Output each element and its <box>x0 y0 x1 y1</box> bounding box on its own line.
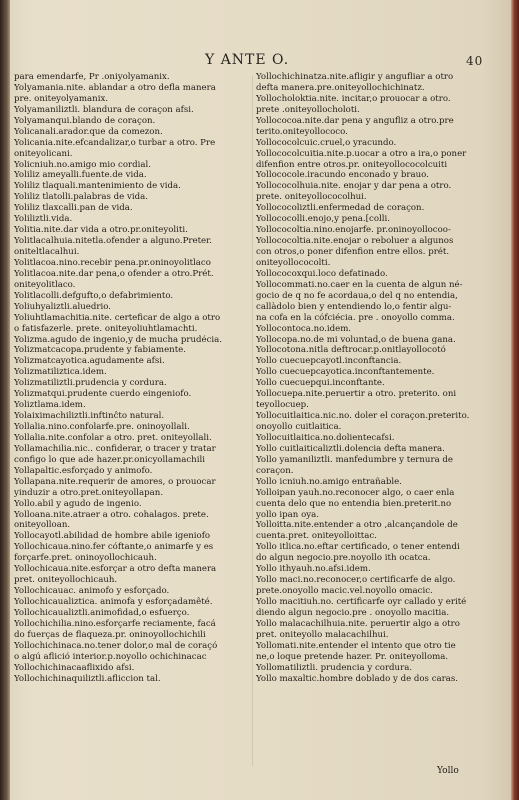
dictionary-line: oniteyollococolti. <box>256 257 331 268</box>
dictionary-line: Yollochicaualiztica. animofa y esforçadamêté. <box>14 597 213 607</box>
dictionary-line: Yoliliz ameyalli.fuente.de vida. <box>14 170 147 181</box>
dictionary-line: Yollocommati.no.caer en la cuenta de algun né- <box>256 279 463 290</box>
dictionary-line: Yolizmatcayotica.agudamente afsi. <box>14 356 165 367</box>
dictionary-line: Yolitlacoa.nino.recebir pena.pr.oninoyolitlaco <box>14 257 211 268</box>
dictionary-line: Yolloipan yauh.no.reconocer algo, o caer enla <box>256 487 455 498</box>
folio-number: 40 <box>466 54 484 68</box>
dictionary-line: oniteyolitlaco. <box>14 279 76 290</box>
dictionary-line: Yolyamanqui.blando de coraçon. <box>14 115 156 126</box>
dictionary-line: gocio de q no fe acordaua,o del q no entendia, <box>256 290 458 301</box>
dictionary-line: Yollococole.iracundo enconado y brauo. <box>256 170 429 181</box>
dictionary-line: Yollo macitiuh.no. certificarfe oyr callado y erité <box>256 597 467 607</box>
dictionary-line: Yollo ithyauh.no.afsi.idem. <box>256 564 371 575</box>
dictionary-line: oniteltlacalhui. <box>14 247 80 257</box>
dictionary-line: Yollochicaualiztli.animofidad,o esfuerço. <box>14 607 190 618</box>
dictionary-line: yinduzir a otro.pret.oniteyollapan. <box>14 487 164 498</box>
dictionary-line: yollo ipan oya. <box>256 509 319 520</box>
dictionary-line: Yollomatiliztli. prudencia y cordura. <box>256 662 413 673</box>
dictionary-line: Yollocayotl.abilidad de hombre abile igeniofo <box>14 531 211 542</box>
dictionary-line: terito.oniteyollococo. <box>256 126 348 137</box>
dictionary-line: Yolicania.nite.efcandalizar,o turbar a otro. Pre <box>14 137 216 148</box>
dictionary-line: Yollo maxaltic.hombre doblado y de dos caras. <box>256 673 459 684</box>
dictionary-line: Yollococoliztli.enfermedad de coraçon. <box>256 203 425 214</box>
dictionary-line: Yoliliz tlaquali.mantenimiento de vida. <box>14 181 181 192</box>
dictionary-line: Yollo icniuh.no.amigo entrañable. <box>256 476 402 487</box>
dictionary-line: Yollochichinaquiliztli.afliccion tal. <box>14 673 161 684</box>
dictionary-line: Yolitlacoa.nite.dar pena,o ofender a otro.Prét. <box>14 268 214 279</box>
dictionary-line: Yollochicauac. animofo y esforçado. <box>14 586 170 597</box>
right-column <box>256 72 506 685</box>
dictionary-line: Yollococolhuia.nite. enojar y dar pena a otro. <box>256 181 452 192</box>
dictionary-line: pre. oniteyolyamanix. <box>14 93 109 104</box>
book-binding <box>0 0 10 800</box>
dictionary-line: callàdolo bien y entendiendo lo,o fentir algu- <box>256 301 452 312</box>
dictionary-line: Yollococoa.nite.dar pena y angufliz a otro.pre <box>256 115 454 126</box>
dictionary-line: Yollamachilia.nic.. confiderar, o tracer y tratar <box>14 443 216 454</box>
dictionary-line: Yollochichinatza.nite.afligir y angufliar a otro <box>256 72 454 82</box>
dictionary-line: con otros,o poner difenfion entre ellos. prét. <box>256 247 450 257</box>
dictionary-line: Yollo.abil y agudo de ingenio. <box>14 498 142 509</box>
dictionary-line: Yollocuepa.nite.peruertir a otro. preterito. oni <box>256 389 457 400</box>
dictionary-line: o fatisfazerle. prete. oniteyoliuhtlamachti. <box>14 323 198 334</box>
dictionary-line: Yollocuitlaitica.no.dolientecafsi. <box>256 432 395 443</box>
dictionary-line: do algun negocio.pre.noyollo ith ocatca. <box>256 553 431 564</box>
dictionary-line: teyollocuep. <box>256 400 309 411</box>
dictionary-line: Yollocholoktia.nite. incitar,o prouocar a otro. <box>256 93 451 104</box>
dictionary-line: Yolitia.nite.dar vida a otro.pr.oniteyoliti. <box>14 225 188 236</box>
dictionary-line: Yolizmatiliztica.idem. <box>14 367 107 378</box>
dictionary-line: Yollocontoca.no.idem. <box>256 323 352 334</box>
dictionary-line: Yollocuitlaitica.nic.no. doler el coraçon.preterito. <box>256 411 470 422</box>
dictionary-line: prete .oniteyollocholoti. <box>256 104 360 115</box>
dictionary-line: Yolitlacalhuia.nitetla.ofender a alguno.Preter. <box>14 236 213 247</box>
dictionary-line: Yollocopa.no.de mi voluntad,o de buena gana. <box>256 334 456 345</box>
dictionary-line: configo lo que ade hazer.pr.onicyollamachili <box>14 454 205 465</box>
dictionary-line: Yollococolcuitia.nite.p.uocar a otro a ira,o poner <box>256 148 467 159</box>
dictionary-line: Yoliuhtlamachitia.nite. certeficar de algo a otro <box>14 312 221 323</box>
dictionary-line: Yollococoxqui.loco defatinado. <box>256 268 388 279</box>
dictionary-line: do fuerças de flaqueza.pr. oninoyollochichili <box>14 629 206 640</box>
dictionary-line: Yollo malacachilhuia.nite. peruertir algo a otro <box>256 618 460 629</box>
dictionary-line: Yollapana.nite.requerir de amores, o prouocar <box>14 476 216 487</box>
dictionary-line: na cofa en la cófciécia. pre . onoyollo comma. <box>256 312 455 323</box>
dictionary-line: Yolyamaniliztli. blandura de coraçon afsi. <box>14 104 194 115</box>
dictionary-line: cuenta delo que no entendia bien.preterit.no <box>256 498 452 509</box>
dictionary-line: prete. oniteyollococolhui. <box>256 192 367 203</box>
dictionary-line: Yollo maci.no.reconocer,o certificarfe de algo. <box>256 575 456 586</box>
dictionary-line: Yolizmatqui.prudente cuerdo eingeniofo. <box>14 389 192 400</box>
dictionary-line: Yollo cuecuepcayotica.inconftantemente. <box>256 367 435 378</box>
dictionary-line: Yollo itlica.no.eftar certificado, o tener entendi <box>256 542 460 553</box>
dictionary-line: Yollo yamaniliztli. manfedumbre y ternura de <box>256 454 454 465</box>
dictionary-line: cuenta.pret. oniteyolloittac. <box>256 531 377 542</box>
dictionary-line: Yolaiximachiliztli.inftinĉto natural. <box>14 411 165 422</box>
dictionary-line: oniteyolicani. <box>14 148 73 159</box>
dictionary-line: Yollococoltia.nino.enojarfe. pr.oninoyollocoo- <box>256 225 451 236</box>
dictionary-line: Yolicniuh.no.amigo mio cordial. <box>14 159 151 170</box>
dictionary-line: Yollococoltia.nite.enojar o reboluer a algunos <box>256 236 454 247</box>
dictionary-line: onoyollo cuitlaitica. <box>256 422 342 432</box>
dictionary-line: pret. oniteyollo malacachilhui. <box>256 629 389 640</box>
dictionary-line: o algú aflició interior.p.noyollo ochichinacac <box>14 651 207 662</box>
dictionary-line: Yollo cuecuepcayotl.inconftancia. <box>256 356 402 367</box>
running-header <box>0 52 519 72</box>
dictionary-line: Yollo cuitlaiticaliztli.dolencia defta manera. <box>256 443 445 454</box>
dictionary-line: diendo algun negocio.pre . onoyollo macitia. <box>256 607 450 618</box>
dictionary-line: Yollococolli.enojo,y pena.[colli. <box>256 214 390 225</box>
dictionary-line: prete.onoyollo macic.vel.noyollo omacic. <box>256 586 433 597</box>
dictionary-line: Yoliliz tlaxcalli.pan de vida. <box>14 203 133 214</box>
column-divider <box>252 76 253 766</box>
dictionary-line: Yollomati.nite.entender el intento que otro tie <box>256 640 456 651</box>
dictionary-line: Yollochicaua.nino.fer cóftante,o animarfe y es <box>14 542 214 553</box>
left-column <box>14 72 246 685</box>
dictionary-line: Yoliliztli.vida. <box>14 214 73 225</box>
dictionary-line: Yollo cuecuepqui.inconftante. <box>256 378 385 389</box>
dictionary-line: Yolyamania.nite. ablandar a otro defla manera <box>14 82 216 93</box>
dictionary-line: Yoliztlama.idem. <box>14 400 86 411</box>
dictionary-line: coraçon. <box>256 465 294 476</box>
dictionary-line: forçarfe.pret. oninoyollochicauh. <box>14 553 157 564</box>
dictionary-line: Yolizmatiliztli.prudencia y cordura. <box>14 378 167 389</box>
dictionary-line: Yolitlacolli.defgufto,o defabrimiento. <box>14 290 174 301</box>
dictionary-line: Yolloitta.nite.entender a otro ,alcançandole de <box>256 520 458 531</box>
running-title: Y ANTE O. <box>205 52 290 68</box>
dictionary-line: Yollochichilia.nino.esforçarfe reciamente, facá <box>14 618 216 629</box>
dictionary-line: para emendarfe, Pr .oniyolyamanix. <box>14 72 170 82</box>
dictionary-line: Yolloana.nite.atraer a otro. cohalagos. prete. <box>14 509 209 520</box>
dictionary-line: Yollochichinaca.no.tener dolor,o mal de coraçó <box>14 640 218 651</box>
dictionary-line: Yollalia.nite.confolar a otro. pret. oniteyollali. <box>14 432 212 443</box>
dictionary-line: defta manera.pre.oniteyollochichinatz. <box>256 82 425 93</box>
dictionary-line: Yolizmatcacopa.prudente y fabiamente. <box>14 345 186 356</box>
dictionary-line: Yolicanali.arador.que da comezon. <box>14 126 163 137</box>
dictionary-line: Yollochicaua.nite.esforçar a otro defta manera <box>14 564 217 575</box>
dictionary-line: Yollapaltic.esforçado y animofo. <box>14 465 153 476</box>
dictionary-line: Yollalia.nino.confolarfe.pre. oninoyollali. <box>14 422 190 432</box>
dictionary-line: Yollococolcuic.cruel,o yracundo. <box>256 137 397 148</box>
dictionary-line: pret. oniteyollochicauh. <box>14 575 118 586</box>
dictionary-line: Yoliliz tlatolli.palabras de vida. <box>14 192 148 203</box>
dictionary-line: ne,o loque pretende hazer. Pr. oniteyolloma. <box>256 651 449 662</box>
catchword: Yollo <box>437 766 459 776</box>
dictionary-line: difenfion entre otros.pr. oniteyollococolcuiti <box>256 159 448 170</box>
dictionary-line: Yollochichinacaaflixido afsi. <box>14 662 135 673</box>
dictionary-line: Yolizma.agudo de ingenio,y de mucha prudécia. <box>14 334 223 345</box>
page-fore-edge <box>511 0 519 800</box>
dictionary-line: oniteyolloan. <box>14 520 71 531</box>
dictionary-line: Yoliuhyaliztli.aluedrio. <box>14 301 111 312</box>
dictionary-line: Yollocotona.nitla deftrocar.p.onitlayollocotó <box>256 345 446 356</box>
